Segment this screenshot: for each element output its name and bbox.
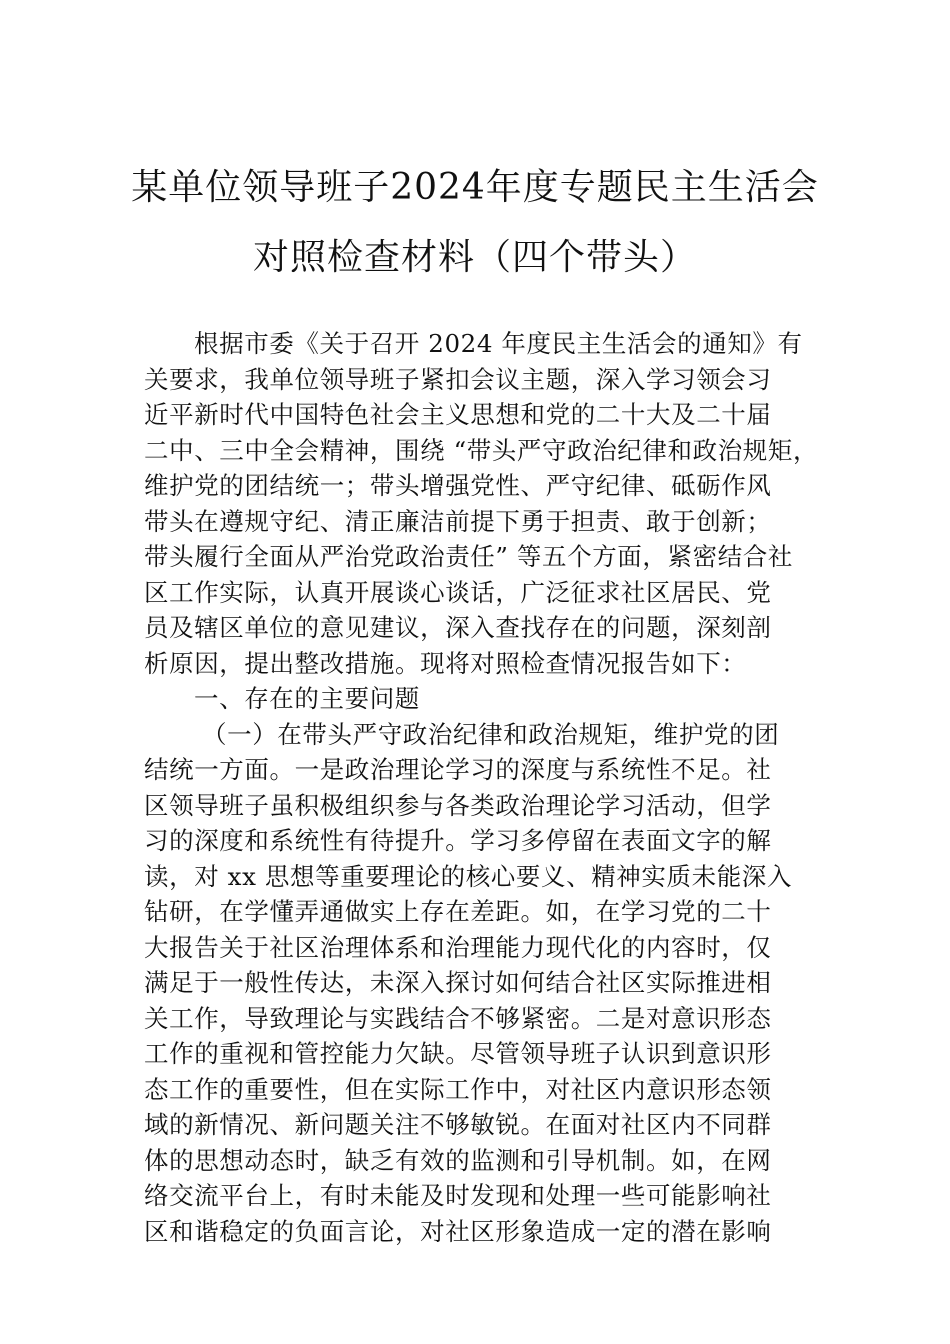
paragraph-line: 态工作的重要性，但在实际工作中，对社区内意识形态领 bbox=[144, 1074, 772, 1104]
paragraph-line: 习的深度和系统性有待提升。学习多停留在表面文字的解 bbox=[144, 826, 772, 855]
document-title-line-2: 对照检查材料（四个带头） bbox=[252, 237, 697, 278]
paragraph-line: 区工作实际，认真开展谈心谈话，广泛征求社区居民、党 bbox=[144, 577, 772, 607]
paragraph-line: 结统一方面。一是政治理论学习的深度与系统性不足。社 bbox=[144, 755, 772, 784]
paragraph-line: 关工作，导致理论与实践结合不够紧密。二是对意识形态 bbox=[144, 1003, 772, 1033]
paragraph-line: 体的思想动态时，缺乏有效的监测和引导机制。如，在网 bbox=[144, 1145, 772, 1175]
paragraph-line: 带头履行全面从严治党政治责任” 等五个方面，紧密结合社 bbox=[144, 542, 794, 571]
paragraph-line: 满足于一般性传达，未深入探讨如何结合社区实际推进相 bbox=[144, 968, 772, 997]
paragraph-line: 工作的重视和管控能力欠缺。尽管领导班子认识到意识形 bbox=[144, 1039, 772, 1068]
paragraph-line: 二中、三中全会精神，围绕 “带头严守政治纪律和政治规矩， bbox=[144, 435, 819, 465]
paragraph-line: 区和谐稳定的负面言论，对社区形象造成一定的潜在影响 bbox=[144, 1216, 772, 1246]
section-heading: 一、存在的主要问题 bbox=[194, 684, 420, 713]
paragraph-line: 带头在遵规守纪、清正廉洁前提下勇于担责、敢于创新； bbox=[144, 506, 772, 536]
paragraph-line: 析原因，提出整改措施。现将对照检查情况报告如下： bbox=[144, 648, 747, 678]
paragraph-line: 大报告关于社区治理体系和治理能力现代化的内容时，仅 bbox=[144, 932, 772, 962]
paragraph-line: 读，对 xx 思想等重要理论的核心要义、精神实质未能深入 bbox=[144, 861, 793, 891]
paragraph-line: 区领导班子虽积极组织参与各类政治理论学习活动，但学 bbox=[144, 790, 772, 820]
paragraph-line: 近平新时代中国特色社会主义思想和党的二十大及二十届 bbox=[144, 400, 772, 429]
document-body bbox=[144, 326, 819, 1249]
paragraph-line: 络交流平台上，有时未能及时发现和处理一些可能影响社 bbox=[144, 1181, 772, 1210]
paragraph-line: 域的新情况、新问题关注不够敏锐。在面对社区内不同群 bbox=[144, 1110, 772, 1139]
paragraph-line: 钻研，在学懂弄通做实上存在差距。如，在学习党的二十 bbox=[144, 897, 772, 926]
paragraph-line: 根据市委《关于召开 2024 年度民主生活会的通知》有 bbox=[194, 329, 803, 358]
subsection-line: （一）在带头严守政治纪律和政治规矩，维护党的团 bbox=[202, 719, 780, 749]
paragraph-line: 员及辖区单位的意见建议，深入查找存在的问题，深刻剖 bbox=[144, 613, 772, 642]
paragraph-line: 关要求，我单位领导班子紧扣会议主题，深入学习领会习 bbox=[144, 364, 772, 394]
paragraph-line: 维护党的团结统一；带头增强党性、严守纪律、砥砺作风 bbox=[144, 471, 772, 500]
document-title-line-1: 某单位领导班子2024年度专题民主生活会 bbox=[131, 167, 819, 208]
